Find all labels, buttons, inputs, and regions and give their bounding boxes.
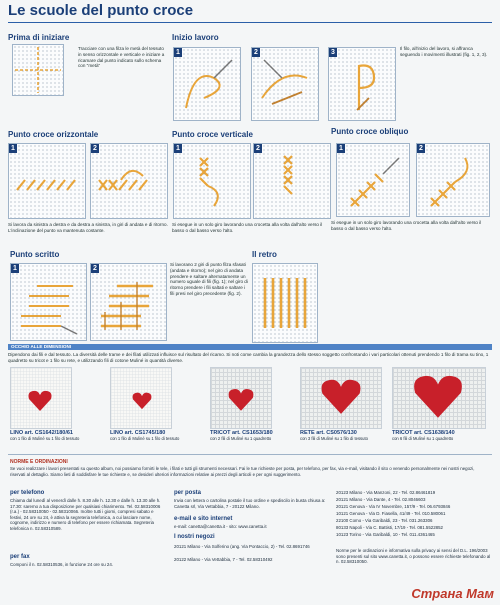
sample-caption-3 [210, 430, 282, 441]
work-text: Il filo, all'inizio del lavoro, si affranca seguendo i movimenti illustrati (fig. 1, 2, 3). [400, 46, 488, 57]
sample-caption-2 [110, 430, 182, 441]
sample-lino-2 [110, 367, 172, 429]
shop-line: 20123 Milano - Via Manzoni, 22 - Tel. 02.86461819 [336, 490, 436, 495]
sample-desc: con 1 filo di Muliné su 1 filo di tessuto [10, 436, 80, 441]
horizontal-diagram-2 [90, 143, 168, 219]
shop-line: 20121 Milano - Via Dante, 4 - Tel. 02.8046603 [336, 497, 426, 502]
oblique-diagram-2 [416, 143, 490, 217]
dimensions-bar: OCCHIO ALLE DIMENSIONI [8, 344, 492, 350]
script-diagram-2 [90, 263, 167, 341]
norme-text: Se vuoi realizzare i lavori presentati su questo album, noi possiamo fornirti le tele, i filati e tutti gli strumenti necessari. Fai le tue richieste per posta, per telefono, per fax, via e-mail, visitando il sito o venendo personalmente nei nostri negozi, riservati al dettaglio. Siamo lieti di soddisfare le tue richieste e, se desideri ulteriori informazioni relative ai prezzi degli articoli e per ogni suggerimento. [10, 466, 475, 477]
vertical-diagram-2 [253, 143, 331, 219]
start-diagram [12, 44, 64, 96]
sample-name: LINO art. CS1745/180 [110, 430, 166, 436]
sample-tricot-1 [210, 367, 272, 429]
section-start-heading: Prima di iniziare [8, 33, 70, 42]
panel-number: 1 [9, 144, 17, 153]
sample-name: TRICOT art. CS1638/140 [392, 430, 455, 436]
section-work-heading: Inizio lavoro [172, 33, 219, 42]
section-horizontal-heading: Punto croce orizzontale [8, 130, 99, 139]
sample-rete [300, 367, 382, 429]
sample-name: LINO art. CS1642/180/61 [10, 430, 73, 436]
phone-heading: per telefono [10, 490, 45, 496]
panel-number: 1 [11, 264, 19, 273]
vertical-diagram-1 [173, 143, 251, 219]
sample-tricot-2 [392, 367, 486, 429]
section-vertical-heading: Punto croce verticale [172, 130, 253, 139]
panel-number: 2 [254, 144, 262, 153]
phone-text: Chiama dal lunedì al venerdì dalle h. 8.30 alle h. 12.30 e dalle h. 13.30 alle h. 17.30: saremo a tua disposizione per qualsiasi chiarimento. Tel. 02.58310006 (r.a.) - 02.58310050 - 02.58310066. Inoltre tutti i giorni, compresi sabato e festivi, 24 ore su 24, è attiva la segreteria telefonica, a cui lasciare nome, cognome, indirizzo e numero di telefono per essere richiamata. Segreteria telefonica n. 02.58310589. [10, 498, 161, 531]
shop-line: 20122 Milano - Via Vettabbia, 7 - Tel. 02.58310492 [174, 557, 273, 562]
post-heading: per posta [174, 490, 202, 496]
panel-number: 1 [174, 144, 182, 153]
sample-caption-4 [300, 430, 372, 441]
watermark: Страна Мам [411, 586, 494, 601]
panel-number: 1 [174, 48, 182, 57]
section-oblique-heading: Punto croce obliquo [331, 127, 409, 136]
post-text: Invia con lettera o cartolina postale il tuo ordine e spediscilo in busta chiusa a: Canetta srl, Via Vettabbia, 7 - 20122 Milano. [174, 498, 326, 509]
vertical-text: Si esegue in un solo giro lavorando una crocetta alla volta dall'alto verso il basso o dal basso verso l'alto. [172, 222, 323, 233]
shop-line: 10121 Genova - Via D. Fiasella, 41/49 - Tel. 010.580061 [336, 511, 446, 516]
fax-heading: per fax [10, 554, 30, 560]
panel-number: 2 [417, 144, 425, 153]
oblique-diagram-1 [336, 143, 410, 217]
shop-line: 80133 Napoli - Via C. Battisti, 17/19 - Tel. 081.5522852 [336, 525, 443, 530]
section-retro-heading: Il retro [252, 250, 277, 259]
sample-lino-1 [10, 367, 72, 429]
dimensions-text: Dipendono dai fili e dal tessuto. La diversità delle trame e dei filati utilizzati influisce sul risultato del ricamo. Si noti come cambia la grandezza dello stesso soggetto confrontando i vari particolari ottenuti prendendo 1 filo di trama su tino, 1 quadretto su tricot e 1 filo su rete, e utilizzando fili di cotone Muliné in quantità diverse. [8, 352, 489, 363]
shop-line: 20121 Genova - Via IV Novembre, 157/9 - Tel. 06.6793846 [336, 504, 451, 509]
work-diagram-2 [251, 47, 319, 121]
norme-heading: NORME E ORDINAZIONI [10, 459, 68, 465]
work-diagram-1 [173, 47, 241, 121]
footer-rule [8, 454, 492, 455]
panel-number: 2 [252, 48, 260, 57]
work-diagram-3 [328, 47, 396, 121]
sample-caption-1 [10, 430, 82, 441]
shops-heading: I nostri negozi [174, 534, 215, 540]
sample-desc: con 3 fili di Muliné su 1 filo di tessuto [300, 436, 368, 441]
sample-desc: con 1 filo di Muliné su 1 filo di tessuto [110, 436, 180, 441]
sample-name: TRICOT art. CS1653/180 [210, 430, 273, 436]
panel-number: 3 [329, 48, 337, 57]
sample-desc: con 2 fili di Muliné su 1 quadretto [210, 436, 272, 441]
script-text: Si lavorano 2 giri di punto filza sfasati (andata e ritorno); nel giro di andata prendere e saltare alternatamente un numero uguale di fili (fig. 1); nel giro di ritorno prendere i fili saltati e saltare i fili presi nel giro precedente (fig. 2). [170, 262, 248, 296]
email-heading: e-mail e sito internet [174, 516, 233, 522]
sample-name: RETE art. CS0576/130 [300, 430, 357, 436]
horizontal-text: Si lavora da sinistra a destra e da destra a sinistra, in giri di andata e di ritorno. L'inclinazione del punto va mantenuta costante. [8, 222, 168, 233]
script-diagram-1 [10, 263, 87, 341]
panel-number: 2 [91, 144, 99, 153]
legal-text: Norme per le ordinazioni e informativa sulla privacy ai sensi del D.L. 196/2003 sono presenti sul sito www.canetta.it, o possono essere richieste telefonando al n. 02.58310050. [336, 548, 491, 565]
horizontal-diagram-1 [8, 143, 86, 219]
oblique-text: Si esegue in un solo giro lavorando una crocetta alla volta dall'alto verso il basso o dal basso verso l'alto. [331, 220, 482, 231]
panel-number: 2 [91, 264, 99, 273]
sample-caption-5 [392, 430, 492, 441]
retro-diagram [252, 263, 318, 343]
shop-line: 22100 Como - Via Garibaldi, 23 - Tel. 031.263306 [336, 518, 433, 523]
shop-line: 20121 Milano - Via Solferino (ang. Via Pontaccio, 2) - Tel. 02.8691746 [174, 544, 310, 549]
email-text[interactable]: e-mail: canetta@canetta.it - sito: www.canetta.it [174, 524, 267, 529]
shop-line: 10123 Torino - Via Garibaldi, 10 - Tel. 011.4361465 [336, 532, 435, 537]
panel-number: 1 [337, 144, 345, 153]
start-text: Tracciare con una filza le metà del tessuto in senso orizzontale e verticale e iniziare a ricamare dal punto indicato sullo schema con "metà" [78, 46, 165, 69]
section-script-heading: Punto scritto [10, 250, 60, 259]
page-title: Le scuole del punto croce [8, 2, 194, 19]
sample-desc: con 6 fili di Muliné su 1 quadretto [392, 436, 454, 441]
fax-text: Componi il n. 02.58310536, in funzione 24 ore su 24. [10, 562, 114, 567]
title-rule [8, 22, 492, 23]
